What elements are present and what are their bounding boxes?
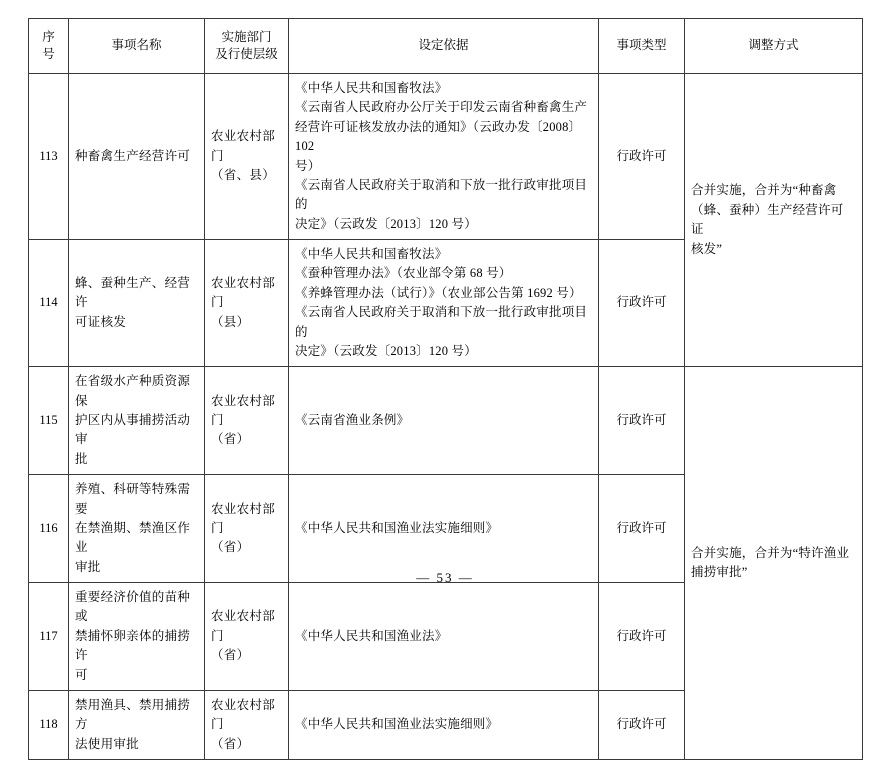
cell-seq: 116: [29, 475, 69, 583]
legal-basis-line: 《养蜂管理办法（试行）》（农业部公告第 1692 号）: [295, 285, 582, 300]
legal-basis-line: 《中华人民共和国渔业法实施细则》: [295, 717, 499, 732]
item-name-line: 可证核发: [75, 314, 127, 329]
cell-seq: 115: [29, 367, 69, 475]
column-header-basis: 设定依据: [289, 19, 599, 74]
cell-adjustment-method: [685, 74, 863, 367]
department-line: （省）: [211, 648, 250, 663]
table-header-row: [29, 19, 863, 74]
adjustment-line: 核发”: [691, 241, 723, 256]
cell-department: [205, 367, 289, 475]
cell-legal-basis: [289, 367, 599, 475]
legal-basis-line: 《中华人民共和国畜牧法》: [295, 247, 448, 261]
cell-seq: 114: [29, 240, 69, 367]
item-name-line: 审批: [75, 559, 101, 574]
department-line: （县）: [211, 314, 250, 329]
column-header-seq-line1: 序: [42, 30, 55, 45]
legal-basis-line: 《中华人民共和国渔业法实施细则》: [295, 520, 499, 535]
legal-basis-line: 《蚕种管理办法》（农业部令第 68 号）: [295, 266, 512, 281]
department-line: 农业农村部门: [211, 609, 276, 643]
cell-adjustment-method: [685, 367, 863, 760]
department-line: （省）: [211, 432, 250, 447]
legal-basis-line: 《中华人民共和国渔业法》: [295, 628, 448, 643]
cell-seq: 113: [29, 74, 69, 240]
cell-department: [205, 74, 289, 240]
column-header-name: 事项名称: [69, 19, 205, 74]
department-line: （省）: [211, 540, 250, 555]
legal-basis-line: 决定》（云政发〔2013〕120 号）: [295, 343, 477, 358]
cell-legal-basis: [289, 74, 599, 240]
cell-seq: 118: [29, 690, 69, 759]
item-name-line: 蜂、蚕种生产、经营许: [75, 276, 191, 310]
legal-basis-line: 《云南省渔业条例》: [295, 413, 410, 427]
cell-legal-basis: [289, 690, 599, 759]
item-name-line: 禁用渔具、禁用捕捞方: [75, 697, 191, 732]
legal-basis-line: 《云南省人民政府关于取消和下放一批行政审批项目的: [295, 177, 588, 212]
adjustment-line: 捕捞审批”: [691, 565, 748, 580]
cell-seq: 117: [29, 583, 69, 691]
item-name-line: 在省级水产种质资源保: [75, 374, 191, 408]
column-header-dept-line1: 实施部门: [221, 30, 272, 45]
cell-item-type: 行政许可: [599, 690, 685, 759]
cell-item-type: 行政许可: [599, 240, 685, 367]
page-footer: — 53 —: [416, 570, 474, 585]
column-header-seq-line2: 号: [42, 47, 55, 61]
cell-item-name: [69, 367, 205, 475]
cell-item-type: 行政许可: [599, 583, 685, 691]
cell-item-name: [69, 74, 205, 240]
cell-item-type: 行政许可: [599, 74, 685, 240]
item-name-line: 养殖、科研等特殊需要: [75, 482, 191, 516]
table-row: [29, 367, 863, 475]
cell-legal-basis: [289, 240, 599, 367]
cell-item-type: 行政许可: [599, 475, 685, 583]
cell-legal-basis: [289, 475, 599, 583]
cell-department: [205, 475, 289, 583]
department-line: 农业农村部门: [211, 501, 276, 535]
table-row: [29, 74, 863, 240]
item-name-line: 可: [75, 667, 88, 682]
cell-item-name: [69, 475, 205, 583]
cell-item-type: 行政许可: [599, 367, 685, 475]
item-name-line: 种畜禽生产经营许可: [75, 148, 191, 163]
legal-basis-line: 决定》（云政发〔2013〕120 号）: [295, 216, 477, 231]
legal-basis-line: 《中华人民共和国畜牧法》: [295, 81, 448, 95]
item-name-line: 法使用审批: [75, 736, 140, 751]
table-body: [29, 74, 863, 760]
legal-basis-line: 《云南省人民政府办公厅关于印发云南省种畜禽生产: [295, 100, 588, 115]
item-name-line: 护区内从事捕捞活动审: [75, 413, 191, 447]
regulatory-items-table: [28, 18, 863, 760]
legal-basis-line: 《云南省人民政府关于取消和下放一批行政审批项目的: [295, 305, 588, 339]
item-name-line: 禁捕怀卵亲体的捕捞许: [75, 628, 191, 663]
item-name-line: 批: [75, 451, 88, 466]
cell-department: [205, 690, 289, 759]
cell-item-name: [69, 690, 205, 759]
department-line: 农业农村部门: [211, 276, 276, 310]
column-header-dept-line2: 及行使层级: [215, 47, 278, 61]
item-name-line: 在禁渔期、禁渔区作业: [75, 520, 191, 555]
department-line: 农业农村部门: [211, 393, 276, 427]
column-header-adjust: 调整方式: [685, 19, 863, 74]
cell-legal-basis: [289, 583, 599, 691]
legal-basis-line: 号）: [295, 158, 321, 173]
adjustment-line: 合并实施，合并为“种畜禽: [691, 183, 837, 198]
department-line: 农业农村部门: [211, 697, 276, 732]
table-header: [29, 19, 863, 74]
cell-department: [205, 583, 289, 691]
department-line: （省）: [211, 736, 250, 751]
column-header-seq: [29, 19, 69, 74]
adjustment-line: （蜂、蚕种）生产经营许可证: [691, 202, 844, 237]
column-header-dept: [205, 19, 289, 74]
department-line: 农业农村部门: [211, 129, 276, 163]
department-line: （省、县）: [211, 168, 276, 183]
legal-basis-line: 经营许可证核发放办法的通知》（云政办发〔2008〕102: [295, 119, 582, 154]
cell-department: [205, 240, 289, 367]
cell-item-name: [69, 240, 205, 367]
cell-item-name: [69, 583, 205, 691]
column-header-type: 事项类型: [599, 19, 685, 74]
item-name-line: 重要经济价值的苗种或: [75, 590, 191, 624]
adjustment-line: 合并实施，合并为“特许渔业: [691, 545, 850, 560]
